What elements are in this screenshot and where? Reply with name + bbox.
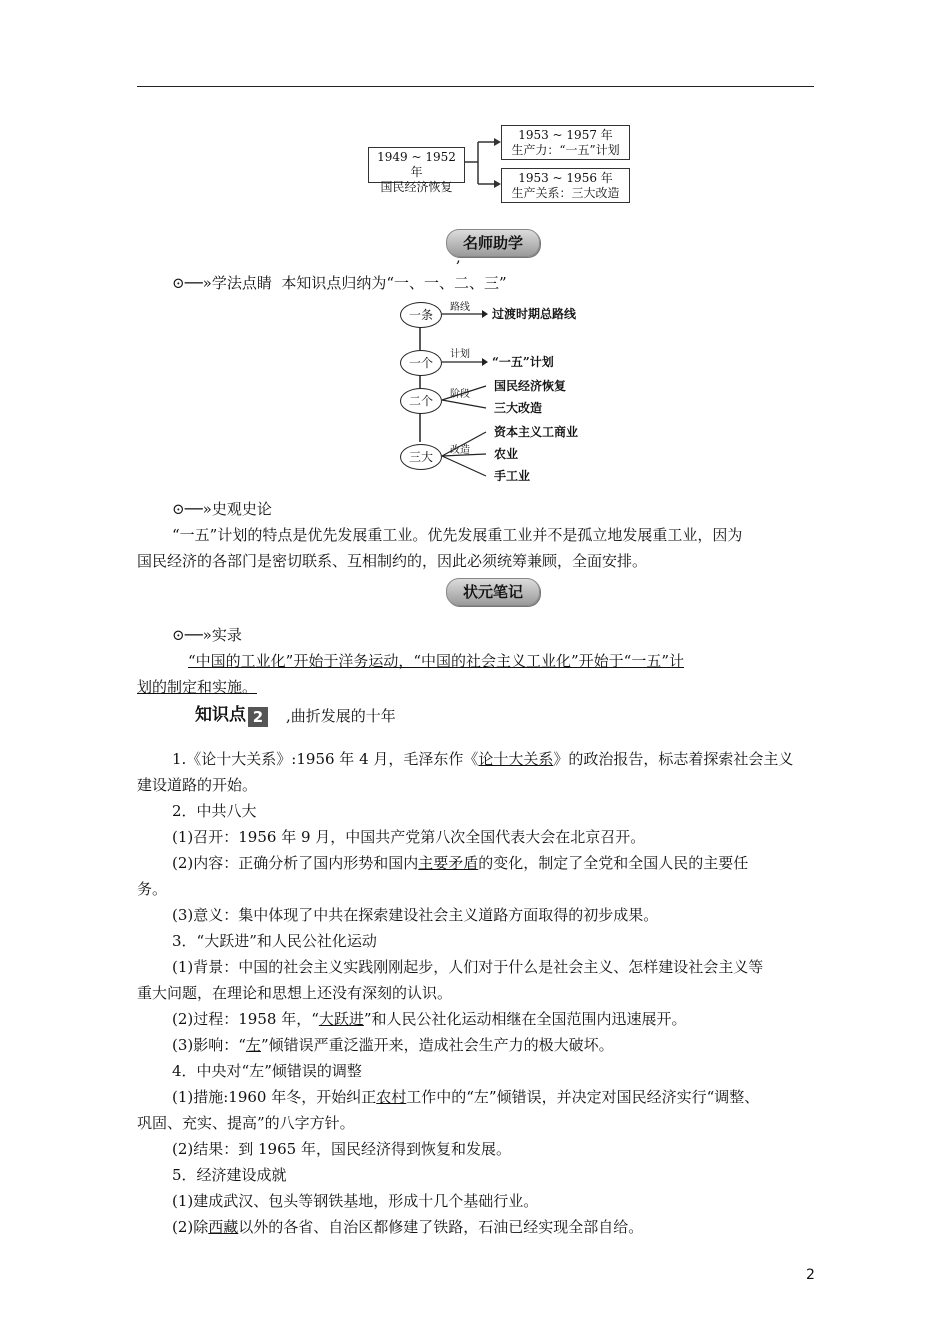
record-label: 实录 [211,626,242,644]
page-number: 2 [806,1267,815,1283]
body-p5-2 [172,1214,643,1240]
body-p3-1b: 重大问题，在理论和思想上还没有深刻的认识。 [137,984,453,1002]
diagram-root-line2: 国民经济恢复 [380,180,453,194]
history-view-label: 史观史论 [211,500,272,518]
edge-label-route: 路线 [450,302,470,313]
knowledge-point-label: 知识点 [195,705,246,725]
tree-node-4: 三大 [400,444,442,470]
tree-leaf-5: 资本主义工商业 [494,425,579,439]
text-span: ”和人民公社化运动相继在全国范围内迅速展开。 [363,1010,687,1028]
badge-top-notes: 状元笔记 [446,578,540,606]
underlined-term: 西藏 [208,1218,239,1236]
body-p4-1b: 巩固、充实、提高”的八字方针。 [137,1114,355,1132]
body-p2-3: (3)意义：集中体现了中共在探索建设社会主义道路方面取得的初步成果。 [172,906,659,924]
body-p3-2 [172,1006,687,1032]
body-p5-1: (1)建成武汉、包头等钢铁基地，形成十几个基础行业。 [172,1192,539,1210]
body-p2-2a [172,850,748,876]
bullet-arrow-icon: ⊙──» [172,274,212,292]
history-view-line2: 国民经济的各部门是密切联系、互相制约的，因此必须统筹兼顾，全面安排。 [137,552,648,570]
body-p1b: 建设道路的开始。 [137,776,258,794]
underlined-term: 主要矛盾 [418,854,479,872]
record-line2: 划的制定和实施。 [137,678,258,696]
body-p4-1a [172,1084,759,1110]
header-rule [137,86,814,87]
body-p5: 5．经济建设成就 [172,1166,287,1184]
study-tips-text: 本知识点归纳为“一、一、二、三” [281,274,507,292]
underlined-term: 论十大关系 [478,750,554,768]
tree-leaf-3: 国民经济恢复 [494,379,567,393]
edge-label-reform: 改造 [450,445,470,456]
tree-leaf-7: 手工业 [494,469,531,483]
body-p2: 2．中共八大 [172,802,257,820]
text-span: 以外的各省、自治区都修建了铁路，石油已经实现全部自给。 [238,1218,644,1236]
study-tips-line [172,270,507,296]
diagram-branch2-box [501,168,630,203]
record-heading [172,622,242,648]
tree-leaf-6: 农业 [494,447,519,461]
underlined-term: 农村 [376,1088,407,1106]
text-span: 》的政治报告，标志着探索社会主义 [553,750,794,768]
badge-teacher-help: 名师助学 [446,229,540,257]
knowledge-point-number: 2 [248,707,268,727]
body-p2-1: (1)召开：1956 年 9 月，中国共产党第八次全国代表大会在北京召开。 [172,828,646,846]
history-view-line1: “一五”计划的特点是优先发展重工业。优先发展重工业并不是孤立地发展重工业，因为 [172,526,743,544]
tree-leaf-2: “一五”计划 [492,355,554,369]
diagram-branch1-line2: 生产力：“一五”计划 [511,143,620,157]
diagram-branch1-box [501,125,630,160]
body-p4: 4．中央对“左”倾错误的调整 [172,1062,362,1080]
underlined-term: 左 [245,1036,261,1054]
tree-node-2: 一个 [400,350,442,376]
body-p1a [172,746,793,772]
tree-node-1: 一条 [400,302,442,328]
record-line1: “中国的工业化”开始于洋务运动，“中国的社会主义工业化”开始于“一五”计 [188,652,685,670]
text-span: (1)措施:1960 年冬，开始纠正 [172,1088,377,1106]
text-span: (2)内容：正确分析了国内形势和国内 [172,854,419,872]
diagram-branch2-line2: 生产关系：三大改造 [511,186,620,200]
history-view-heading [172,496,272,522]
tree-leaf-4: 三大改造 [494,401,543,415]
knowledge-point-title: ,曲折发展的十年 [286,707,396,725]
bullet-arrow-icon: ⊙──» [172,626,212,644]
diagram-branch1-line1: 1953 ~ 1957 年 [518,128,613,142]
diagram-root-box [368,147,465,194]
text-span: ”倾错误严重泛滥开来，造成社会生产力的极大破坏。 [260,1036,614,1054]
study-tips-label: 学法点睛 [211,274,272,292]
diagram-root-line1: 1949 ~ 1952 年 [377,150,456,179]
tree-leaf-1: 过渡时期总路线 [492,307,577,321]
stray-comma: , [456,248,461,266]
body-p3: 3．“大跃进”和人民公社化运动 [172,932,377,950]
diagram-branch2-line1: 1953 ~ 1956 年 [518,171,613,185]
body-p4-2: (2)结果：到 1965 年，国民经济得到恢复和发展。 [172,1140,511,1158]
text-span: 1.《论十大关系》:1956 年 4 月，毛泽东作《 [172,750,479,768]
bullet-arrow-icon: ⊙──» [172,500,212,518]
underlined-term: 大跃进 [318,1010,364,1028]
text-span: (2)除 [172,1218,209,1236]
text-span: 的变化，制定了全党和全国人民的主要任 [478,854,749,872]
body-p3-3 [172,1032,614,1058]
knowledge-point-heading [195,700,268,727]
body-p2-2b: 务。 [137,880,168,898]
edge-label-plan: 计划 [450,349,470,360]
text-span: (2)过程：1958 年，“ [172,1010,319,1028]
body-p3-1a: (1)背景：中国的社会主义实践刚刚起步，人们对于什么是社会主义、怎样建设社会主义等 [172,958,764,976]
tree-node-3: 二个 [400,388,442,414]
text-span: 工作中的“左”倾错误，并决定对国民经济实行“调整、 [406,1088,760,1106]
text-span: (3)影响：“ [172,1036,246,1054]
edge-label-stage: 阶段 [450,389,470,400]
